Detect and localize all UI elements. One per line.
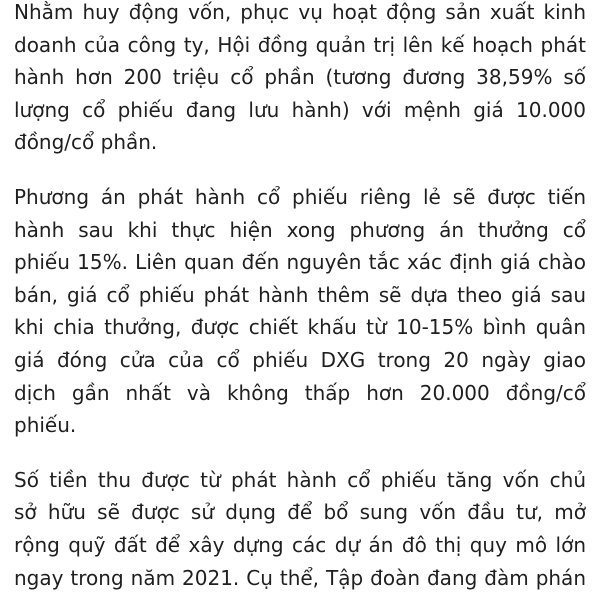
paragraph-2 (14, 181, 586, 442)
text-line: hành hơn 200 triệu cổ phần (tương đương 38,59% số (14, 65, 586, 90)
text-line: lượng cổ phiếu đang lưu hành) với mệnh giá 10.000 (14, 97, 586, 122)
text-line: sở hữu sẽ được sử dụng để bổ sung vốn đầu tư, mở (14, 500, 586, 525)
text-line: phiếu 15%. Liên quan đến nguyên tắc xác định giá chào (14, 250, 586, 275)
text-line: doanh của công ty, Hội đồng quản trị lên kế hoạch phát (14, 32, 586, 57)
text-line: Phương án phát hành cổ phiếu riêng lẻ sẽ được tiến (14, 184, 586, 209)
paragraph-1 (14, 0, 586, 159)
text-line: giá đóng cửa của cổ phiếu DXG trong 20 ngày giao (14, 347, 586, 372)
article-body (14, 0, 586, 616)
text-line: Số tiền thu được từ phát hành cổ phiếu tăng vốn chủ (14, 467, 586, 492)
text-line: hành sau khi thực hiện xong phương án thưởng cổ (14, 217, 586, 242)
text-line: bán, giá cổ phiếu phát hành thêm sẽ dựa theo giá sau (14, 282, 586, 307)
text-line: ngay trong năm 2021. Cụ thể, Tập đoàn đang đàm phán (14, 565, 586, 590)
text-line: đồng/cổ phần. (14, 130, 158, 155)
text-line: phiếu. (14, 413, 77, 438)
paragraph-3 (14, 464, 586, 594)
text-line: dịch gần nhất và không thấp hơn 20.000 đồng/cổ (14, 380, 586, 405)
text-line: rộng quỹ đất để xây dựng các dự án đô thị quy mô lớn (14, 532, 586, 557)
text-line: khi chia thưởng, được chiết khấu từ 10-15% bình quân (14, 315, 586, 340)
text-line: Nhằm huy động vốn, phục vụ hoạt động sản xuất kinh (14, 0, 586, 24)
